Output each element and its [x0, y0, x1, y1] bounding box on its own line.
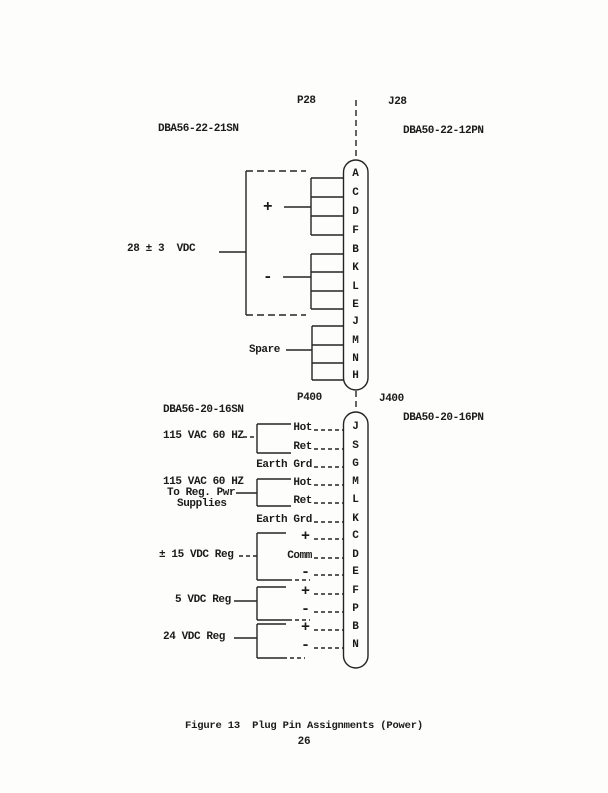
- supply-label-15vdc: ± 15 VDC Reg: [159, 549, 234, 561]
- wire-label-comm: Comm: [287, 550, 312, 562]
- stubs-plus-group: [311, 178, 344, 235]
- wire-label-hot: Hot: [293, 422, 312, 434]
- pin-label: C: [352, 530, 359, 542]
- bracket-15vdc: [257, 533, 288, 580]
- supply-label-115vac-reg: 115 VAC 60 HZ: [163, 476, 244, 488]
- supply-label-115vac-reg: To Reg. Pwr: [167, 487, 236, 499]
- supply-label-5vdc: 5 VDC Reg: [175, 594, 231, 606]
- pin-label: M: [352, 476, 359, 488]
- wire-label-minus: -: [300, 601, 310, 618]
- part-number-plug-p28: DBA56-22-21SN: [158, 123, 239, 135]
- pin-label: K: [352, 262, 359, 274]
- pin-label: B: [352, 621, 359, 633]
- polarity-plus-symbol: +: [263, 198, 273, 216]
- jack-id-j400: J400: [379, 393, 404, 405]
- bracket-5vdc: [257, 587, 288, 620]
- stubs-minus-group: [311, 254, 344, 309]
- part-number-jack-j400: DBA50-20-16PN: [403, 412, 484, 424]
- wire-label-minus: -: [300, 564, 310, 581]
- pin-label: L: [352, 281, 359, 293]
- pin-label: E: [352, 566, 359, 578]
- figure-caption: Figure 13 Plug Pin Assignments (Power): [185, 720, 423, 732]
- pin-label: L: [352, 494, 359, 506]
- pin-label: F: [352, 225, 359, 237]
- wire-label-plus: +: [300, 528, 310, 545]
- part-number-plug-p400: DBA56-20-16SN: [163, 404, 244, 416]
- bracket-24vdc: [257, 624, 286, 658]
- pin-label: N: [352, 353, 359, 365]
- pin-label: C: [352, 187, 359, 199]
- wire-label-plus: +: [300, 583, 310, 600]
- pin-label: B: [352, 244, 359, 256]
- wire-label-earth-grd: Earth Grd: [256, 514, 312, 526]
- pin-label: J: [352, 316, 359, 328]
- pin-label: K: [352, 513, 359, 525]
- spare-label: Spare: [249, 344, 281, 356]
- supply-label-115vac: 115 VAC 60 HZ: [163, 430, 244, 442]
- pin-label: M: [352, 335, 359, 347]
- wire-label-earth-grd: Earth Grd: [256, 459, 312, 471]
- stubs-spare-group: [312, 326, 344, 380]
- page-number: 26: [297, 736, 311, 748]
- pin-label: A: [352, 168, 359, 180]
- pin-label: D: [352, 206, 359, 218]
- bracket-115vac-reg: [257, 479, 291, 506]
- pin-label: J: [352, 421, 359, 433]
- wire-label-ret: Ret: [293, 495, 312, 507]
- supply-label-115vac-reg: Supplies: [177, 498, 227, 510]
- pin-label: F: [352, 585, 359, 597]
- wire-label-minus: -: [300, 637, 310, 654]
- stubs-p400-rows: [314, 430, 344, 648]
- pin-label: P: [352, 603, 359, 615]
- polarity-minus-symbol: -: [263, 268, 273, 286]
- jack-id-j28: J28: [388, 96, 407, 108]
- part-number-jack-j28: DBA50-22-12PN: [403, 125, 484, 137]
- bracket-115vac: [257, 424, 291, 453]
- supply-label-24vdc: 24 VDC Reg: [163, 631, 226, 643]
- plug-id-p28: P28: [297, 95, 316, 107]
- pin-label: E: [352, 299, 359, 311]
- pin-label: H: [352, 370, 359, 382]
- wire-label-ret: Ret: [293, 441, 312, 453]
- pin-label: G: [352, 458, 359, 470]
- wire-label-plus: +: [300, 619, 310, 636]
- plug-id-p400: P400: [297, 392, 322, 404]
- pin-label: N: [352, 639, 359, 651]
- wire-label-hot: Hot: [293, 477, 312, 489]
- source-label-28vdc: 28 ± 3 VDC: [127, 243, 196, 255]
- pin-label: D: [352, 549, 359, 561]
- pin-label: S: [352, 440, 359, 452]
